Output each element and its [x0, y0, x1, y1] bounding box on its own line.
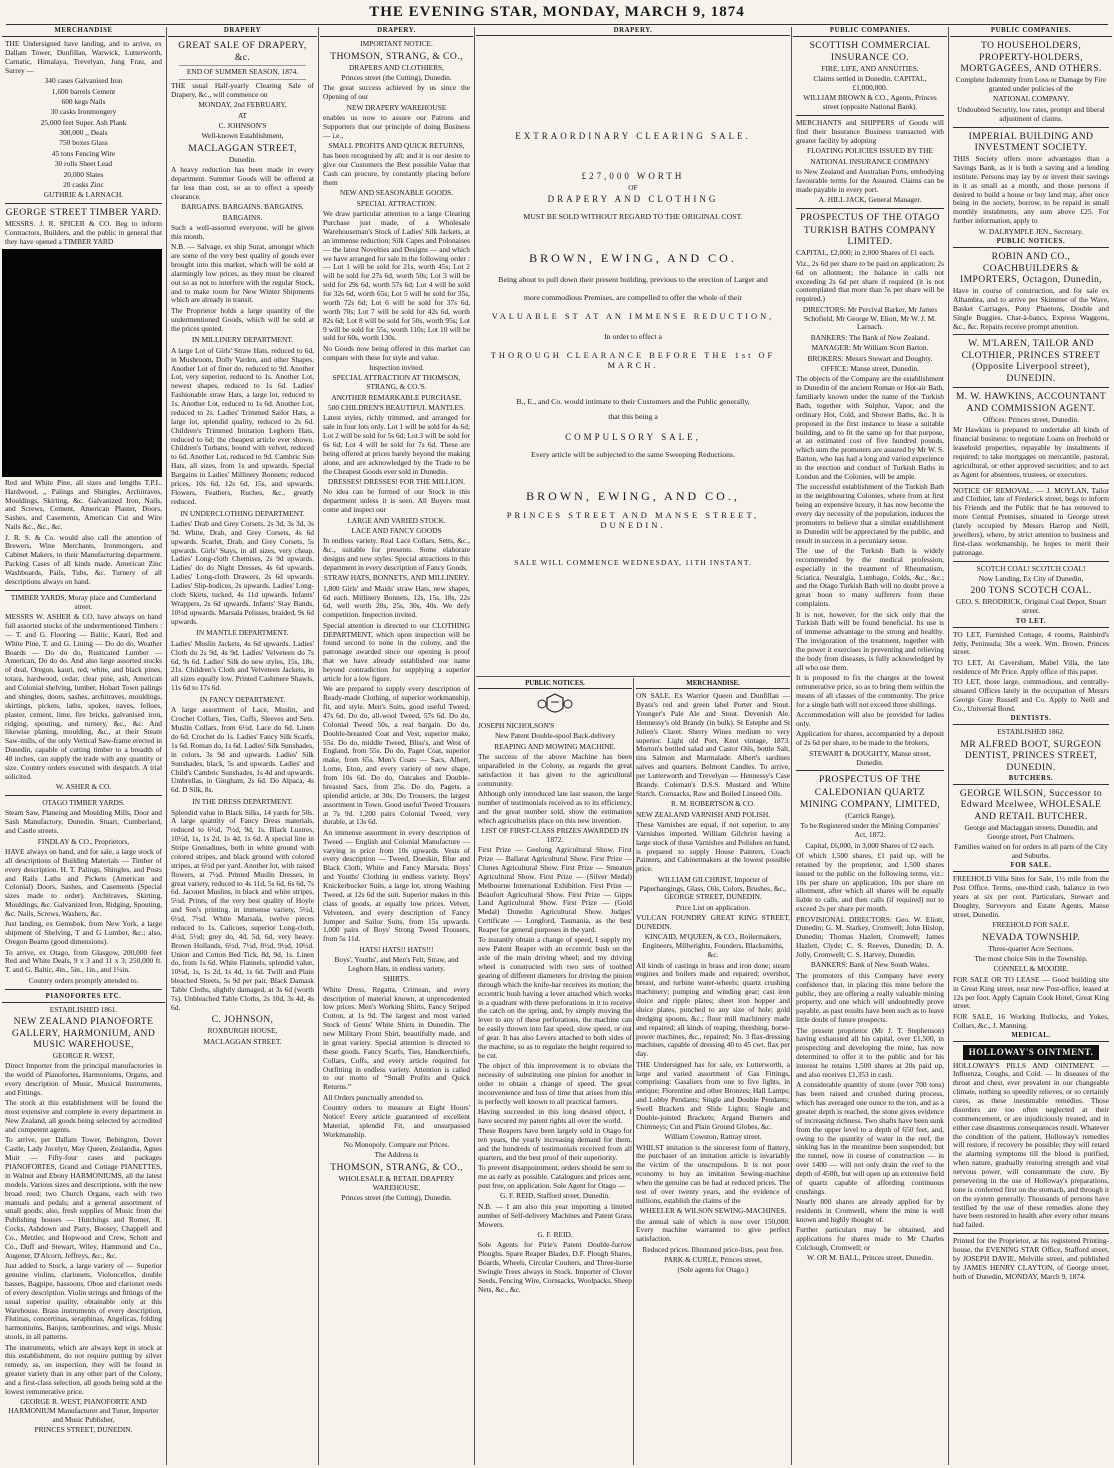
- ad-separator: [5, 795, 162, 796]
- ad-separator: [953, 483, 1109, 484]
- ad-text: more commodious Premises, are compelled to offer the whole of their: [523, 292, 743, 302]
- ad-text: PROVISIONAL DIRECTORS: Geo. W. Eliott, Dunedin; G. M. Starkey, Cromwell; John Hislop, Dunedin; Thomas Hazlett, Cromwell; James Hazlett, Clyde; C. S. Reeves, Dunedin; D. A. Jolly, Cromwell; C. S. Harvey, Dunedin.: [796, 914, 944, 960]
- ad-text: GEORGE R. WEST,: [52, 1051, 115, 1061]
- ad-text: THIS Society offers more advantages than a Savings Bank, as it is both a saving and a lending institute. Persons may lay by or invest their savings in it as small as a month, and those persons if desired to build a house or buy land may, after once being in the society, borrow, to be repaid in small monthly instalments, any sum above £25. For further information, apply to: [953, 154, 1109, 226]
- ad-millinery: [171, 336, 314, 506]
- ad-heading: IN FANCY DEPARTMENT.: [199, 695, 286, 705]
- ad-signature: A. HILL JACK, General Manager.: [818, 195, 922, 205]
- ad-text: Capital, £6,000, in 3,000 Shares of £2 each.: [805, 840, 935, 850]
- ad-text: A large Lot of Girls' Straw Hats, reduced to 6d, in Mushroom, Dolly Varden, and other Shapes. Another Lot of finer do, reduced to 9d. Another Lot, very superior, reduced to 1s. Another Lot, newest shapes, reduced to 1s 6d. Ladies' Fashionable straw Hats, a large lot, reduced to 1s. Another Lot, reduced to 1s 6d. Another Lot, reduced to 2s. Ladies' Trimmed Sailor Hats, a large lot, splendid quality, reduced to 2s 6d. Children's Trimmed Imitation Leghorn Hats, reduced to 6d; the cheapest article ever shown. Children's Turbans, bound with velvet, reduced to 6d. Another Lot, reduced to 9d. Cambric Sun Hats, all sizes, from 1s and upwards. Special Bargains in Ladies' Millinery Bonnets; reduced prices, 10s 6d, 12s 6d, 15s, and upwards. Flowers, Feathers, Ruches, &c., greatly reduced.: [171, 345, 314, 506]
- ad-text: THE Undersigned have landing, and to arrive, ex Dallam Tower, Dunfillan, Warwick, Lutterworth, Carnatic, Himalaya, Trevelyan, Jung Frau, and Surrey —: [5, 39, 162, 75]
- ad-heading: NEW ZEALAND PIANOFORTE GALLERY, HARMONIUM, AND MUSIC WAREHOUSE,: [11, 1016, 156, 1051]
- ad-text: Nearly 800 shares are already applied for by residents in Cromwell, where the mine is well known and highly thought of.: [796, 1197, 944, 1224]
- column-header: DRAPERY.: [476, 27, 790, 36]
- ad-text: COMPULSORY SALE,: [565, 431, 701, 442]
- ad-heading: OTAGO TIMBER YARDS.: [42, 798, 125, 808]
- ad-text: Direct Importer from the principal manufactories in the world of Pianofortes, Harmoniums, Organs, and every description of Music, Musical Instruments, and Fittings.: [5, 1061, 162, 1098]
- ad-text: Having succeeded in this long desired object, I have secured my patent rights all over the world.: [478, 1107, 632, 1125]
- ad-thomson-strang: [323, 40, 470, 1203]
- ad-text: KINCAID, M'QUEEN, & CO., Boilermakers, Engineers, Millwrights, Founders, Blacksmiths, &c.: [642, 932, 784, 960]
- ad-text: ESTABLISHED 1862.: [997, 727, 1065, 737]
- ad-text: Application for shares, accompanied by a deposit of 2s 6d per share, to be made to the brokers,: [796, 729, 944, 748]
- ad-text: FREEHOLD Villa Sites for Sale, 1½ mile from the Post Office. Terms, one-third cash, balance in two years at six per cent. Particulars, Stewart and Doughty, Surveyors and Estate Agents, Manse street, Dunedin.: [953, 874, 1109, 919]
- section-rule: [476, 676, 790, 677]
- column-header: DRAPERY.: [320, 27, 473, 37]
- ad-text: Steam Saw, Planeing and Moulding Mills, Door and Sash Manufactory, Dunedin. Stuart, Cumberland, and Castle streets.: [5, 808, 162, 836]
- ad-text: NOTICE OF REMOVAL. — J. MOYLAN, Tailor and Clothier, late of Frederick street, begs to inform his Friends and the Public that he has removed to more Central Premises, situated in George street (lately occupied by Messrs Harrop and Neill, jewellers), where, by strict attention to business and first-class workmanship, he hopes to merit their patronage.: [953, 485, 1109, 557]
- ad-text: Accommodation will also be provided for ladies only.: [796, 710, 944, 729]
- ad-text: No idea can be formed of our Stock in this department unless it is seen. All Buyers must come and inspect our: [323, 487, 470, 515]
- ad-text: REAPING AND MOWING MACHINE.: [494, 741, 616, 751]
- ad-text: Latest styles, richly trimmed, and arranged for sale in four lots only. Lot 1 will be sold for 4s 6d; Lot 2 will be sold for 5s 6d; Lot 3 will be sold for 6s 6d; Lot 4 will be sold for 7s 6d. These are being offered at prices barely beyond the making alone, and are acknowledged by the Trade to be the Cheapest Goods ever sold in Dunedin.: [323, 413, 470, 476]
- ad-text: Dunedin.: [228, 154, 257, 164]
- ad-separator: [5, 989, 162, 990]
- ad-text: MONDAY, 2nd FEBRUARY,: [198, 100, 287, 110]
- ad-signature: CONNELL & MOODIE.: [993, 964, 1069, 974]
- ad-text: Mr Hawkins is prepared to undertake all kinds of financial business: to negotiate Loans on freehold or leasehold properties, repayable by instalments if required; to take mortgages on mercantile, pastoral, agricultural, or other approved securities; and to act as Agent for absentees, trustees, or executors.: [953, 425, 1109, 479]
- ad-heading: ESTABLISHED 1861.: [49, 1004, 118, 1014]
- column-divider: [948, 27, 949, 1465]
- ad-asher-timber: [5, 594, 162, 796]
- ad-text: has been recognised by all; and it is our desire to give our Customers the Best possible Value that Cash can procure, by constantly placing before them: [323, 151, 470, 188]
- ad-text: SPECIAL ATTRACTION.: [356, 198, 437, 208]
- ad-text: Have in course of construction, and for sale ex Alhambra, and to arrive per Skimmer of the Wave, Basket Carriages, Pony Phaetons, Double and Single Buggies, Char-à-bancs, Express Waggons, &c., &c. Repairs receive prompt attention.: [953, 286, 1109, 331]
- column-divider: [633, 678, 634, 1465]
- ad-text: THE usual Half-yearly Clearing Sale of Drapery, &c., will commence on: [171, 81, 314, 99]
- ad-text: Undoubted Security, low rates, prompt and liberal adjustment of claims.: [957, 104, 1105, 123]
- ad-text: THE Undersigned has for sale, ex Lutterworth, a large and varied assortment of Gas Fittings, comprising: Gasaliers from one to five lights, in antique; Florentine and other Bronzes; Hall Lamps; and Lobby Pendants; Single and Double Pendants; Swell Brackets and Slide Lights; Single and Double-jointed Brackets; Argand Burners and Chimneys; Cut and Plain Ground Globes, &c.: [636, 1059, 790, 1131]
- ad-signature: GUTHRIE & LARNACH.: [43, 190, 124, 200]
- ad-text: In order to effect a: [604, 331, 662, 341]
- ad-text: Although only introduced late last season, the large number of testimonials received as to its efficiency, and the great number sold, show the estimation which agriculturists place on this new invention.: [478, 788, 632, 825]
- column-header: DRAPERY: [168, 27, 317, 37]
- ad-signature: GEO. S. BRODRICK, Original Coal Depot, Stuart street.: [955, 597, 1107, 616]
- ad-text: TO LET, those large, commodious, and centrally-situated Offices lately in the occupation of Messrs George Gray Russell and Co. Apply to Neill and Co., Universal Bond.: [953, 677, 1109, 713]
- section-header: DENTISTS.: [953, 715, 1109, 725]
- masthead: THE EVENING STAR, MONDAY, MARCH 9, 1874: [369, 4, 745, 20]
- ad-signature: PARK & CURLE, Princes street,: [664, 1255, 762, 1265]
- ad-text: SMALL PROFITS AND QUICK RETURNS,: [328, 141, 465, 151]
- ad-heading: TURKISH BATHS COMPANY LIMITED.: [803, 224, 937, 248]
- ad-heading: GEORGE WILSON, Successor to Edward Mcelwee, WHOLESALE AND RETAIL BUTCHER.: [959, 787, 1103, 822]
- ad-heading: SCOTTISH COMMERCIAL INSURANCE CO.: [809, 40, 931, 63]
- ad-text: MUST BE SOLD WITHOUT REGARD TO THE ORIGINAL COST.: [523, 212, 743, 222]
- ad-text: Complete Indemnity from Loss or Damage by Fire granted under policies of the: [955, 75, 1107, 94]
- column-divider: [166, 27, 167, 1465]
- ad-text: The Address is: [374, 1150, 419, 1160]
- column-divider: [791, 27, 792, 1465]
- column-header: PUBLIC NOTICES.: [478, 680, 632, 689]
- ad-heading: MACLAGGAN STREET,: [188, 142, 297, 154]
- ad-text: The use of the Turkish Bath is widely recommended by the medical profession, especially in the treatment of Rheumatism, Sciatica, Neuralgia, Lumbago, Colds, &c., &c.; and the Otago Turkish Bath will no doubt prove a great boon to many sufferers from these complaints.: [796, 545, 944, 609]
- ad-heading: THOMSON, STRANG, & CO.,: [330, 50, 463, 62]
- ad-signature: C. JOHNSON,: [211, 1014, 274, 1026]
- ad-text: that this being a: [608, 412, 658, 422]
- column-header: MERCHANDISE.: [636, 680, 790, 689]
- ad-signature: William Cowston, Rattray street.: [664, 1132, 762, 1142]
- ad-signature: ROXBURGH HOUSE,: [207, 1026, 278, 1036]
- section-header: TO LET.: [953, 618, 1109, 628]
- ad-text: These Reapers have been largely sold in Otago for ten years, the yearly increasing demand for them, and the hundreds of testimonials received from all quarters, and the best proof of their superiority.: [478, 1126, 632, 1162]
- ad-text: HAVE always on hand, and for sale, a large stock of all descriptions of Building Materials — Timber of every description. H. T. Palings, Shingles, and Posts and Rails Laths and Pickets (American and Colonial) Doors, Sashes, and Casements (Special sizes made to order). Architraves, Skirting, Mouldings, &c. Galvanized Iron, Ridging, Spouting, &c. Nails, Screws, Washers, &c.: [5, 846, 162, 919]
- ad-text: 1,600 barrels Cement: [51, 86, 116, 96]
- ad-text: Viz., 2s 6d per share to be paid on application; 2s 6d on allotment; the balance in calls not exceeding 2s 6d per share if required (it is not contemplated that more than 5s per share will be required.): [796, 258, 944, 304]
- ad-text: N.B. — I am also this year importing a limited number of Self-delivery Machines and Patent Grass Mowers.: [478, 1201, 632, 1229]
- ad-text: Sole Agents for Pirie's Patent Double-furrow Ploughs. Spare Reaper Blades, D.F. Plough Shares, Boards, Wheels, Circular Coulters, and Three-horse Swingle Trees always in Stock. Importer of Clover Seeds, Fencing Wire, Cornsacks, Woolpacks, Sheep Nets, &c., &c.: [478, 1240, 632, 1294]
- ad-heading: PROSPECTUS OF THE: [818, 774, 922, 786]
- ad-text: Offices: Princes street, Dunedin.: [982, 414, 1080, 424]
- ad-text: Every article will be subjected to the same Sweeping Reductions.: [531, 450, 735, 460]
- column-header: PUBLIC COMPANIES.: [950, 27, 1112, 37]
- ad-heading: VULCAN FOUNDRY GREAT KING STREET, DUNEDIN.: [636, 913, 790, 932]
- ad-text: Boys', Youths', and Men's Felt, Straw, and Leghorn Hats, in endless variety.: [334, 955, 459, 973]
- ad-text: VALUABLE ST AT AN IMMENSE REDUCTION,: [491, 311, 775, 321]
- ad-text: 300,000 ,, Deals: [59, 128, 108, 138]
- ad-spicer-timber: [5, 207, 162, 591]
- ad-text: NEW AND SEASONABLE GOODS.: [339, 188, 454, 198]
- ad-text: SALE WILL COMMENCE WEDNESDAY, 11TH INSTANT.: [514, 557, 752, 567]
- ad-separator: [953, 1233, 1109, 1234]
- ad-text: ANOTHER REMARKABLE PURCHASE.: [331, 392, 462, 402]
- ad-text: 1,800 Girls' and Maids' straw Hats, new shapes, 6d each. Millinery Bonnets, 12s, 15s, 18s, 22s 6d, well worth 20s, 25s, 30s, 40s. We defy competition. Inspection invited.: [323, 583, 470, 620]
- ad-text: To arrive, ex Otago, from Glasgow, 200,000 feet Red and White Deals, 9 x 3 and 11 x 3; 250,000 ft. T. and G. Baltic, 4in., 5in., 1in., and 1¼in.: [5, 947, 162, 975]
- ad-text: 750 boxes Glass: [59, 138, 108, 148]
- ad-text: DRAPERY AND CLOTHING: [547, 194, 719, 205]
- ad-text: TO LET, At Caversham, Mabel Villa, the late residence of Mr Price. Apply office of this paper.: [953, 657, 1109, 676]
- ad-heading: NEW ZEALAND VARNISH AND POLISH.: [636, 809, 771, 819]
- ad-text: NEW DRAPERY WAREHOUSE: [346, 102, 447, 112]
- column-header: PUBLIC COMPANIES.: [793, 27, 947, 37]
- ad-separator: [5, 203, 162, 204]
- ad-text: The present proprietor (Mr J. T. Stephenson) having exhausted all his capital, over £1,500, in prospecting and developing the mine, has now determined to offer it to the public and for his interest he retains 1,500 shares at 20s paid up, and also receives £1,353 in cash.: [796, 1025, 944, 1079]
- ad-heading: W. M'LAREN, TAILOR AND CLOTHIER, PRINCES STREET (Opposite Liverpool street), DUNEDIN.: [961, 338, 1101, 384]
- ad-text: END OF SUMMER SEASON, 1874.: [186, 67, 299, 77]
- ad-text: Being about to pull down their present building, previous to the erection of Larger and: [498, 275, 768, 285]
- ad-text: FLOATING POLICIES ISSUED BY THE: [806, 146, 934, 156]
- ad-text: Claims settled in Dunedin. CAPITAL, £1,000,000.: [813, 74, 927, 92]
- column-header: MERCHANDISE: [2, 27, 165, 37]
- section-header: BUTCHERS.: [953, 775, 1109, 785]
- ad-signature: PRINCES STREET, DUNEDIN.: [34, 1425, 133, 1435]
- ad-signature: THOMSON, STRANG, & CO.,: [330, 1161, 463, 1173]
- ad-text: The success of the above Machine has been unparalleled in the Colony, as regards the great satisfaction it has given to the agricultural community.: [478, 751, 632, 788]
- ad-heading: ROBIN AND CO., COACHBUILDERS & IMPORTERS, Octagon, Dunedin,: [960, 251, 1102, 286]
- ad-text: The instruments, which are always kept in stock at this establishment, do not require putting by silver remedy, as, on inspection, they will be found in greater variety than in any other part of the Colony, and a first-class selection, all goods being sold at the lowest remunerative price.: [5, 1342, 162, 1396]
- ad-text: Just landing, ex Gemsbok, from New York, a large shipment of Shelving, T and G Lumber, &c.; also, Oregon Beams (good dimensions).: [5, 919, 162, 947]
- ad-text: N.B. — Salvage, ex ship Surat, amongst which are some of the very best quality of goods ever brought into this market, which will be sold at alarmingly low prices, as they must be cleared out so as not to interfere with the regular Stock, and to make room for New Winter Shipments which are already in transit.: [171, 242, 314, 305]
- ad-separator: [796, 115, 944, 116]
- ad-text: Well-known Establishment,: [201, 131, 284, 141]
- ad-signature: W. OR M. BALL, Princes street, Dunedin.: [807, 1253, 933, 1263]
- section-header: PIANOFORTES ETC.: [2, 993, 165, 1003]
- ad-signature: WILLIAM BROWN & CO., Agents, Princes street (opposite National Bank).: [803, 93, 937, 112]
- ad-text: 30 rolls Sheet Lead: [54, 159, 113, 169]
- ad-signature: G. F. REID, Stafford street, Dunedin.: [499, 1191, 611, 1201]
- ad-text: We are prepared to supply every description of Ready-made Clothing, of superior workmanship, fit, and style. Men's Suits, good useful Tweed, 47s 6d. Do do, all-wool Tweed, 57s 6d. Do do, Colonial Tweed 50s, a real bargain. Do do, Double-breasted Coat and Vest, superior make, 55s. Do do, middle Tweed, Bliss's, and West of England, from 55s. Do do, Paget Coat, superior make, from 65s. Men's Coats — Sacs, Albert, Lorne, Eton, and every variety of new shape, from 10s 6d. Do do, Oatcakes and Double-breasted Sacs, from 25s. Do do, Pagets, a splendid article, at 30s. Do Trousers, the largest assortment in Town. Good useful Tweed Trousers at 7s 9d. 1,200 pairs Colonial Tweed, very durable, at 13s 6d.: [323, 684, 470, 827]
- ad-text: NATIONAL COMPANY.: [992, 94, 1070, 104]
- ad-text: First Prize — Geelong Agricultural Show. First Prize — Ballarat Agricultural Show. First Prize — Clunes Agricultural Show. First Prize — Smeaton Agricultural Show. First Prize — (Silver Medal) Melbourne International Exhibition. First Prize — Beaufort Agricultural Show. First Prize — Gipps Land Agricultural Show. First Prize — (Gold Medal) Dunedin Agricultural Show. Judges' Certificate — Longford, Tasmania, as the best Reaper for general purposes in the yard.: [478, 845, 632, 934]
- ad-text: White Dress, Regatta, Crimean, and every description of material known, at unprecedented low prices. Men's Working Shirts, Fancy Striped Cotton, at 1s 9d. The largest and most varied Stock of Gents' White Shirts in Dunedin. The new Military Front Shirt, beautifully made, and in great variety. Special attention is directed to these goods. Fancy Scarfs, Ties, Handkerchiefs, Collars, Cuffs, and every article required for Outfitting in endless variety. Attention is called to our motto of “Small Profits and Quick Returns.”: [323, 984, 470, 1092]
- ad-separator: [953, 334, 1109, 335]
- ad-heading: TO HOUSEHOLDERS, PROPERTY-HOLDERS, MORTGAGEES, AND OTHERS.: [960, 40, 1102, 75]
- ad-text: To arrive, per Dallam Tower, Bebington, Dover Castle, Lady Jocelyn, May Queen, Zealandia, Agnes Muir — Fifty-four cases and packages PIANOFORTES, Grand and Cottage PIANETTES, in Walnut and Ebony HARMONIUMS, all the latest models. Various sizes and descriptions, with the new broad reed; two Church Organs, each with two manuals and pedals; and a general assortment of small goods; also, fresh supplies of Music from the Publishing houses — Hutchings and Romer, R. Cocks, Ashdown and Parry, Boosey, Chappell and Co., Metzler, and Hopwood and Crew, Schott and Co., Duff and Stewart, Wiley, Hammond and Co., Augener, D'Alcorn, Jeffreys, &c., &c.: [5, 1135, 162, 1260]
- ad-text: An immense assortment in every description of Tweed — English and Colonial Manufacture — varying in price from 10s upwards. Vests of every description — Tweed, Doeskin, Blue and Black Cloth, White and Fancy Marsala. Boys' and Youths' Clothing in endless variety. Boys' Knickerbocker Suits, a large lot, strong Washing Tweed, at 12s 6d the suit. Superior makes in this class of goods, at equally low prices. Velvet, Velveteen, and every description of Fancy Jumper and Sailor Suits, from 15s upwards. 1,000 pairs of Boys' Strong Tweed Trousers, from 5s 11d.: [323, 827, 470, 944]
- ad-text: the annual sale of which is now over 150,000. Every machine warranted to give perfect satisfaction.: [636, 1216, 790, 1244]
- ad-text: Such a well-assorted everyone, will be given this month.: [171, 222, 314, 241]
- ad-signature: MACLAGGAN STREET.: [203, 1036, 282, 1046]
- ad-text: To be Registered under the Mining Companies' Act, 1872.: [800, 821, 940, 840]
- ad-heading: 200 TONS SCOTCH COAL.: [970, 585, 1092, 597]
- ad-text: to New Zealand and Australian Ports, embodying favourable terms for the Assured. Claims can be made payable in every port.: [796, 166, 944, 194]
- ad-text: Now Landing, Ex City of Dunedin,: [978, 573, 1084, 583]
- ad-signature: W. DALRYMPLE JEN., Secretary.: [978, 226, 1084, 236]
- ad-signature: G. F. REID.: [537, 1229, 573, 1239]
- ad-johnson-sale: [171, 40, 314, 333]
- ad-signature: (Sole agents for Otago.): [677, 1265, 749, 1275]
- ad-signature: R. M. ROBERTSON & CO.: [671, 799, 755, 809]
- ad-heading: MR ALFRED BOOT, SURGEON DENTIST, PRINCES STREET, DUNEDIN.: [960, 738, 1102, 773]
- ad-text: The object of this improvement is to obviate the necessity of substituting one pinion for another in order to obtain a change of speed. The great inconvenience and loss of time that arises from this is perfectly well known to all practical farmers.: [478, 1061, 632, 1106]
- ad-text: The great success achieved by us since the Opening of our: [323, 83, 470, 102]
- ad-text: £27,000 WORTH: [581, 171, 685, 182]
- ad-text: LIST OF FIRST-CLASS PRIZES AWARDED IN 1872.: [481, 825, 629, 844]
- ad-heading: PROSPECTUS OF THE OTAGO: [800, 211, 940, 223]
- ad-text: Country orders to measure at Eight Hours' Notice! Every article guaranteed of excellent Material, splendid Fit, and unsurpassed Workmanship.: [323, 1103, 470, 1139]
- ad-separator: [796, 208, 944, 209]
- ad-text: FOR SALE OR TO LEASE — Good building site in Great King street, near new Post-office, leased at 12s per foot. Apply Captain Cook Hotel, Great King street.: [953, 974, 1109, 1011]
- ad-text: In endless variety. Real Lace Collars, Setts, &c., &c., suitable for presents. Some elaborate designs and new styles. Special attractions in this department in every description of Fancy Goods.: [323, 536, 470, 572]
- ad-text: Price List on application.: [675, 902, 751, 912]
- ad-text: Reduced prices. Illustrated price-lists, post free.: [642, 1244, 784, 1254]
- ad-text: 600 kegs Nails: [61, 96, 106, 106]
- ad-text: Splendid value in Black Silks, 14 yards for 50s. A large quantity of Fancy Dress materials, reduced to 6½d, 7½d, 9d, 1s. Black Lustres, 10½d, 1s, 1s 2d, 1s 4d, 1s 6d. A special line in Stripe Grenadines, both in white ground with colored stripes, and black ground with colored stripes, at 6½d per yard. Another lot, with raised flowers, at 7½d. Printed Muslin Dresses, in great variety, reduced to 4s 11d, 5s 6d, 6s 6d, 7s 6d. Jaconet Muslins, in black and white stripes, 5½d. Prints, of the very best quality of Hoyle and Son's printing, in immense variety, 5½d, 6½d, 7½d. White Marsala, twelve pieces reduced to 1s. Calicoes, superior Long-cloth, 4½d, 5½d; grey do, 4d, 5d, 6d, very heavy. Brown Hollands, 6½d, 7½d, 8½d, 9½d, 10½d. Union and Cotton Bed Tick, 8d, 9d, 1s. Linen do, from 1s 6d. White Flannels, splendid value, 10½d, 1s, 1s 2d, 1s 4d, 1s 6d. Twill and Plain bleached Sheets, 5s 9d per pair. Black Damask Table Cloths, slightly damaged, at 3s 6d (worth 7s). Unbleached Table Cloths, 2s 10d, 3s 4d, 4s 6d.: [171, 807, 314, 1012]
- ad-heading: BROWN, EWING, AND CO.: [529, 251, 737, 266]
- ad-text: MESSRS W. ASHER & CO. have always on hand full assorted stocks of the undermentioned Timbers :— T. and G. Flooring — Baltic, Kauri, Red and White Pine, T. and G. Lining — Do do do, Weather Boards — Do do do, Rusticated Lumber — American, Do do do. And also large assorted stocks of deal, Oregon, kauri, red, white, and black pines, totara, hardwood, cedar, clear pine, ash, American and Colonial shelving, lumber, Hobart Town palings and shingles, doors, sashes, architraves, mouldings, skirtings, pickets, laths, spokes, naves, felloes, plaster, cement, lime, fire bricks, galvanised iron, ridging, spouting, and turnery, &c., &c. And likewise planing, moulding, &c., at their Steam Saw-mills, of the only Vertical Saw-frame erected in Dunedin, capable of cutting timber to a breadth of 48 inches, can supply the trade with any quantity or size. Country orders executed with despatch. A trial solicited.: [5, 612, 162, 781]
- ad-signature: WHOLESALE & RETAIL DRAPERY WAREHOUSE,: [338, 1173, 455, 1192]
- ad-heading: GREAT SALE OF DRAPERY, &c.: [178, 40, 307, 63]
- ad-signature: STEWART & DOUGHTY, Manse street, Dunedin.: [809, 748, 931, 767]
- ad-guthrie-larnach: [5, 40, 162, 204]
- ad-rule: [179, 79, 306, 80]
- ad-brown-ewing-clearing-sale: [476, 27, 790, 675]
- ad-text: The successful establishment of the Turkish Bath in the neighbouring Colonies, where from at first being an expensive luxury, it has now become the every day necessity of the population, induces the promoters to believe that a similar establishment in Dunedin will be appreciated by the public, and result in success in a pecuniary sense.: [796, 482, 944, 545]
- ad-right-column: [953, 40, 1109, 1281]
- ad-heading: CALEDONIAN QUARTZ MINING COMPANY, LIMITED,: [799, 787, 941, 810]
- ad-text: C. JOHNSON'S: [218, 121, 267, 131]
- ad-text: Princes street (the Cutting), Dunedin.: [341, 72, 452, 82]
- ad-text: No Monopoly. Compare our Prices.: [343, 1140, 450, 1150]
- ad-text: A heavy reduction has been made in every department. Summer Goods will be offered at far less than cost, so as to effect a speedy clearance.: [171, 165, 314, 201]
- ad-text: The promoters of this Company have every confidence that, in placing this mine before the public, they are offering a really valuable mining property, and one which will undoubtedly prove payable, as past results have been such as to leave little doubt of future prospects.: [796, 970, 944, 1025]
- ad-text: SPECIAL ATTRACTION AT THOMSON, STRANG, & CO.'S.: [332, 373, 461, 392]
- ad-text: No Goods now being offered in this market can compare with these for style and value.: [323, 343, 470, 362]
- ad-text: Three-quarter Acre Sections.: [988, 943, 1074, 953]
- ad-heading: BROWN, EWING, AND CO.,: [526, 489, 740, 504]
- ad-separator: [953, 127, 1109, 128]
- column-divider: [474, 27, 475, 1465]
- section-header: MEDICAL.: [953, 1032, 1109, 1042]
- ad-text: The stock at this establishment will be found the most extensive and complete in every department in New Zealand, all goods being selected by accredited and competent agents.: [5, 1098, 162, 1135]
- ad-text: BROKERS: Messrs Stewart and Doughty.: [807, 353, 933, 363]
- ad-text: CAPITAL, £2,000; in 2,000 Shares of £1 each.: [796, 248, 935, 258]
- ad-text: All Orders punctually attended to.: [323, 1092, 424, 1102]
- ad-heading: SCOTCH COAL! SCOTCH COAL!: [976, 563, 1086, 573]
- ad-text: OFFICE: Manse street, Dunedin.: [821, 363, 919, 373]
- ad-text: Special attention is directed to our CLOTHING DEPARTMENT, which upon inspection will be found second to none in the colony, and the patronage awarded since our opening is proof that we have already established our name beyond contradiction for supplying a superior article for a low figure.: [323, 620, 470, 683]
- ad-text: Just added to Stock, a large variety of — Superior genuine violins, clarionets, Violoncellos, double basses, Bagpipe, bassoons, Oboe and clarionet reeds of every description. Violin strings and fittings of the usual superior quality, obtainable only at this Warehouse. Brass instruments of every description, Flutinas, concertinas, seraphinas, Angelicas, folding harmoniums, Banjos, tambourines, and wigs. Music stools, in all patterns.: [5, 1261, 162, 1342]
- ad-heading: IN MANTLE DEPARTMENT.: [196, 628, 289, 638]
- section-header: PUBLIC NOTICES.: [953, 238, 1109, 248]
- ad-text: 25,000 feet Super. Ash Plank: [40, 117, 127, 127]
- ad-heading: WHEELER & WILSON SEWING-MACHINES,: [639, 1206, 787, 1216]
- ad-text: A large assortment of Lace, Muslin, and Crochet Collars, Ties, Cuffs, Sleeves and Sets. Muslin Collars, from 6½d. Lace do 6d. Linen do 6d. Crochet do 1s. Ladies' Fancy Silk Scarfs, 1s 6d. Roman do, 1s 6d. Ladies' Silk Sunshades, in colors, 3s 9d and upwards. Ladies' Silk Sunshades, black, 5s and upwards. Ladies' and Child's Cambric Sunshades, 1s 4d and upwards. Umbrellas, in Gingham, 2s 6d. Do Alpaca, 4s 6d. D Silk, 8s.: [171, 705, 314, 795]
- ad-insurance-and-prospectuses: [796, 40, 944, 1263]
- ad-text: PRINCES STREET AND MANSE STREET, DUNEDIN.: [506, 509, 760, 530]
- ad-text: MANAGER: Mr William Scott Barton.: [811, 343, 929, 353]
- ad-text: FINDLAY & CO., Proprietors,: [37, 836, 130, 846]
- ad-text: A considerable quantity of stone (over 700 tons) has been raised and crushed during process, which has averaged one ounce to the ton, and as a greater depth is reached, the stone gives evidence of increasing richness. Two shafts have been sunk from the upper level to a depth of 650 feet, and, owing to the quantity of water in the reef, the sinking has in the meantime been suspended; but the tunnel, now in course of construction — in over 1400 — will not only drain the reef to the depth of 450ft, but will open up an extensive field of quartz capable of affording continuous crushings.: [796, 1080, 944, 1196]
- ad-text: Of which 1,500 shares, £1 paid up, will be retained by the proprietor, and 1,500 shares issued to the public on the following terms, viz.: 10s per share on application, 10s per share on allotment, after which all shares will be equally liable to calls, and then calls (if required) not to exceed 2s per share per month.: [796, 850, 944, 914]
- ad-text: It is not, however, for the sick only that the Turkish Bath will be found beneficial. Its use is of immense advantage to the strong and healthy. The invigoration of the treatment, together with the power it exercises in preventing and relieving the body from diseases, is fully acknowledged by all who use them.: [796, 609, 944, 672]
- ad-text: DIRECTORS: Mr Percival Barker, Mr James Schofield, Mr George W. Eliott, Mr W. J. M. Larnach.: [802, 304, 938, 332]
- ad-heading: EXTRAORDINARY CLEARING SALE.: [515, 131, 751, 142]
- column-drapery-2: [320, 27, 473, 1465]
- ad-text: TO LET, Furnished Cottage, 4 rooms, Rainbird's Jetty, Peninsula; 30s a week. Wm. Brown, Princes street.: [953, 629, 1109, 657]
- imprint: Printed for the Proprietor, at his registered Printing-house, the EVENING STAR Office, Stafford street, by JOSEPH DAVIE, Melville street, and published by JAMES HENRY CLAYTON, of George street, both of Dunedin, MONDAY, March 9, 1874.: [953, 1236, 1109, 1281]
- ad-dress: [171, 798, 314, 1046]
- ad-text: The Proprietor holds a large quantity of the undermentioned Goods, which will be sold at the prices quoted.: [171, 305, 314, 333]
- ad-heading: IMPORTANT NOTICE.: [360, 39, 433, 49]
- ad-text: (Carrick Range),: [845, 810, 895, 820]
- ad-text: NATIONAL INSURANCE COMPANY: [810, 156, 930, 166]
- ad-fancy: [171, 696, 314, 795]
- ad-text: 20 casks Zinc: [63, 179, 104, 189]
- ad-text: enables us now to assure our Patrons and Supporters that our principle of doing Business — i.e.,: [323, 112, 470, 140]
- ad-heading: NEVADA TOWNSHIP.: [981, 931, 1081, 943]
- ad-text: MERCHANTS and SHIPPERS of Goods will find their Insurance Business transacted with greater facility by adopting: [796, 118, 944, 145]
- ad-heading: IN MILLINERY DEPARTMENT.: [191, 335, 294, 345]
- ad-text: BARGAINS.: [222, 212, 263, 222]
- ad-heading: IN UNDERCLOTHING DEPARTMENT.: [180, 508, 305, 518]
- ad-separator: [796, 770, 944, 771]
- ad-text: MESSRS. J. R. SPICER & CO. Beg to inform Contractors, Builders, and the public in general that they have opened a TIMBER YARD: [5, 219, 162, 246]
- ad-text: AT: [237, 110, 248, 120]
- ad-rule: [179, 65, 306, 66]
- ad-text: It is proposed to fix the charges at the lowest remunerative price, so as to bring them within the means of all classes of the community. The price for a single bath will not exceed three shillings.: [796, 673, 944, 709]
- ad-text: HOLLOWAY'S PILLS AND OINTMENT. — Influenza, Coughs, and Cold. — In diseases of the throat and chest, ever prevalent in our changeable climate, nothing so speedily relieves, or so certainly cures, as these inestimable remedies. Those disorders are too often neglected at their commencement, or are injudiciously treated, and in either case disastrous consequences result. Whatever the condition of the patient, Holloway's remedies will restore, if recovery be possible; they will retard the alarming symptoms till the blood is purified, when nature, gradually restoring strength and vital nervous power, will consummate the cure. By persevering in the use of Holloway's preparations, tone is conferred first on the stomach, and through it on the system generally. Thousands of persons have testified by the use of these remedies alone they have been restored to health after every other means had failed.: [953, 1060, 1109, 1230]
- ad-text: 20,000 Slates: [63, 169, 104, 179]
- ad-signature: WILLIAM GILCHRIST, Importer of Paperhangings, Glass, Oils, Colors, Brushes, &c., GEORGE STREET, DUNEDIN.: [639, 874, 787, 902]
- ad-underclothing: [171, 510, 314, 627]
- ad-text: Ladies' Drab and Grey Corsets, 2s 3d, 3s 3d, 3s 9d. White, Drab, and Grey Corsets, 4s 6d upwards. Scarlet, Drab, and Grey Corsets, 5s upwards. Girls' Stays, in all sizes, very cheap. Ladies' Long-cloth Chemises, 2s 9d upwards. Ladies' do do Night Dresses, 4s 6d upwards. Ladies' Long-cloth Drawers, 2s 6d upwards. Ladies' Slip-bodices, 2s upwards. Ladies' Long-cloth Skirts, tucked, 4s 11d upwards. Infants' Wrappers, 2s 6d upwards. Infants' Stay Bands, 10½d upwards. Marsala Pelisses, braided, 9s 6d upwards.: [171, 518, 314, 626]
- ad-text: Red and White Pine, all sizes and lengths T.P.L. Hardwood, ,, Palings and Shingles, Architraves, Mouldings, Skirting, &c. Galvanized Iron, Nails, and Screws, Cement, American Plaster, Doors, Sashes, and Casements, American Cut and Wire Nails &c., &c., &c.: [5, 477, 162, 532]
- ad-text: BARGAINS. BARGAINS. BARGAINS.: [181, 202, 304, 212]
- ad-text: George and Maclaggan streets, Dunedin, and George street, Port Chalmers.: [964, 822, 1098, 841]
- coat-of-arms-icon: [478, 692, 632, 722]
- ad-text: Further particulars may be obtained, and applications for shares made to Mr Charles Colclough, Cromwell; or: [796, 1225, 944, 1253]
- ad-text: STRAW HATS, BONNETS, AND MILLINERY.: [323, 573, 470, 583]
- ad-text: The most choice Site in the Township.: [974, 954, 1088, 964]
- ad-text: 45 tons Fencing Wire: [51, 148, 116, 158]
- ad-separator: [953, 561, 1109, 562]
- column-merchandise: [2, 27, 165, 1465]
- ad-text: Families waited on for orders in all parts of the City and Suburbs.: [954, 842, 1108, 860]
- ad-heading: FREEHOLD FOR SALE.: [992, 920, 1070, 930]
- ad-text: BANKERS: The Bank of New Zealand.: [810, 332, 930, 342]
- ad-text: DRAPERS AND CLOTHIERS,: [348, 62, 445, 72]
- ad-separator: [953, 387, 1109, 388]
- ad-text: These Varnishes are equal, if not superior, to any Varnishes imported. William Gilchrist having a large stock of these Varnishes and Polishes on hand, is prepared to supply House Painters, Coach Painters, and Cabinetmakers at the lowest possible price.: [636, 819, 790, 874]
- masthead-rule: [6, 24, 1108, 25]
- ad-heading: IN THE DRESS DEPARTMENT.: [192, 797, 293, 807]
- ad-west-pianoforte: [5, 1006, 162, 1436]
- ad-text: DRESSES! DRESSES! FOR THE MILLION.: [327, 477, 466, 487]
- ad-text: Inspection invited.: [368, 363, 424, 373]
- column-divider: [318, 27, 319, 1465]
- ad-text: New Patent Double-spool Back-delivery: [494, 731, 616, 741]
- ad-otago-timber: [5, 799, 162, 990]
- ad-text: SHIRTS.: [383, 974, 410, 984]
- ad-text: LACE AND FANCY GOODS: [351, 525, 442, 535]
- ad-text: 30 casks Ironmongery: [50, 107, 117, 117]
- column-drapery-1: [168, 27, 317, 1465]
- ad-text: The objects of the Company are the establishment in Dunedin of the ancient Roman or Hot-air Bath, familiarly known under the name of the Turkish Bath, together with Sulphur, Vapor, and the ordinary Hot, Cold, and Shower Baths, &c. It is proposed in the first instance to lease a suitable building, and to fit the same up for that purpose, at an estimated cost of five hundred pounds, which sum the promoters are assured by Mr W. S. Barton, who has had a long and varied experience in the erection and conduct of Turkish Baths in London and the Colonies, will be ample.: [796, 374, 944, 481]
- ad-signature: Princes street (the Cutting), Dunedin.: [341, 1193, 452, 1203]
- ad-heading: M. W. HAWKINS, ACCOUNTANT AND COMMISSION AGENT.: [955, 391, 1107, 414]
- ad-text: J. R. S. & Co. would also call the attention of Brewers, Wine Merchants, Ironmongers, and Cabinet Makers, to their Manufacturing department. Packing Cases of all kinds made. American Zinc Washboards, Pails, Tubs, &c. Turnery of all descriptions always on hand.: [5, 532, 162, 586]
- ad-text: B., E., and Co. would intimate to their Customers and the Public generally,: [516, 396, 750, 406]
- ad-text: All kinds of castings in brass and iron done; steam engines and boilers made and repaired; overshot, breast, and turbine water-wheels; quartz crushing machinery; pumping and winding gear; cast iron sluice and ripple plates; sheet iron hopper and sluice plates, punched to any size of hole; gold dredging spoons, &c.; flour mill machinery made and repaired; all kinds of reaping, threshing, horse-power machines, &c., repaired; No. 3 flax-dressing machines, capable of dressing 40 to 45 cwt. flax per day.: [636, 960, 790, 1059]
- ad-text: FIRE, LIFE, AND ANNUITIES.: [821, 63, 919, 73]
- ad-heading: TIMBER YARDS, Moray place and Cumberland street.: [10, 592, 157, 611]
- ad-heading: JOSEPH NICHOLSON'S: [478, 720, 555, 730]
- ad-text: LARGE AND VARIED STOCK.: [347, 515, 446, 525]
- ad-text: THOROUGH CLEARANCE BEFORE THE 1st OF MARCH.: [490, 351, 776, 371]
- ad-text: To instantly obtain a change of speed, I supply my new Patent Reaper with an eccentric bush on the axle of the main driving wheel; and my driving wheel is constructed with two sets of toothed gearing of different diameters for driving the pinion through which the knife-bar receives its motion; the eccentric bush having a lever attached which works in a quadrant with three perforations in it to receive the catch on the spring, and, by simply moving the lever to any of these perforations, the machine can be easily thrown into fast speed, slow speed, or out of gear. It has also Levers attached to both sides of the machine, so as to regulate the height required to be cut.: [478, 935, 632, 1060]
- ad-separator: [5, 590, 162, 591]
- ad-text: WHILST imitation is the sincerest form of flattery, the purchaser of an imitation article is invariably the victim of the unscrupulous. It is not poor economy to buy an imitation Sewing-machine when the genuine can be had at reduced prices. The test of over twenty years, and the evidence of millions, establish the claims of the: [636, 1142, 790, 1205]
- redacted-black-area: [2, 249, 162, 477]
- ad-mantle: [171, 629, 314, 693]
- ad-text: To prevent disappointment, orders should be sent to me as early as possible. Catalogues and prices sent, post free, on application. Sole Agent for Otago —: [478, 1163, 632, 1190]
- holloway-ointment-banner: HOLLOWAY'S OINTMENT.: [963, 1045, 1100, 1060]
- ad-text: Ladies' Muslin Jackets, 4s 6d upwards. Ladies' Cloth do 2s 9d, 4s 9d. Ladies' Velveteen do 7s 6d, 9s 6d. Ladies' Silk do new styles, 15s, 18s, 21s. Children's Cloth and Velveteen Jackets, in all sizes equally low. Printed Cashmere Shawls, 11s 6d to 17s 6d.: [171, 638, 314, 693]
- column-merchandise-2: [636, 680, 790, 1464]
- ad-text: BANKERS: Bank of New South Wales.: [810, 960, 930, 970]
- column-public-companies: [793, 27, 947, 1465]
- ad-signature: W. ASHER & CO.: [55, 782, 112, 792]
- ad-text: We draw particular attention to a large Clearing Purchase just made, of a Wholesale Warehouseman's Stock of Ladies' Silk Jackets, at an immense reduction; Silk Capes and Polonaises — the latest Novelties and Designs — and which we have arranged for sale in the following order :— Lot 1 will be sold for 21s, worth 45s; Lot 2 will be sold for 27s 6d, worth 50s; Lot 3 will be sold for 29s 6d, worth 57s 6d; Lot 4 will be sold for 32s 6d, worth 65s; Lot 5 will be sold for 35s, worth 72s 6d; Lot 6 will be sold for 37s 6d, worth 70s; Lot 7 will be sold for 42s 6d, worth 82s 6d; Lot 8 will be sold for 50s, worth 95s; Lot 9 will be sold for 55s, worth 110s; Lot 10 will be sold for 60s, worth 130s.: [323, 209, 470, 343]
- ad-text: HATS! HATS!! HATS!!!: [359, 944, 434, 954]
- ad-text: FOR SALE, 16 Working Bullocks, and Yokes, Collars, &c., J. Manning.: [953, 1011, 1109, 1030]
- ad-text: Country orders promptly attended to.: [28, 975, 139, 985]
- section-header: FOR SALE.: [953, 862, 1109, 872]
- ad-text: ON SALE. Ex Warrior Queen and Dunfillan — Byass's red and green label Porter and Stout. Younger's Pale Ale and Stout. Devenish Ale. Hennessy's old Brandy (in bulk). St Estephe and St Julien's Claret. Sherry Wines medium to very superior. Light old Port, Kent vintage, 1873. Morton's bottled salad and Castor Oils, bottle Salt, tins Salmon and Marmalade. Albert's sardines salves and quarters. Belmont Candles. To arrive, per Lutterworth and Trevelyan — Hennessy's Case Brandy. Coleman's D.S.S. Mustard and White Starch. Cornsacks, Raw and Boiled Linseed Oils.: [636, 691, 790, 798]
- ad-heading: IMPERIAL BUILDING AND INVESTMENT SOCIETY.: [968, 130, 1094, 154]
- ad-heading: GEORGE STREET TIMBER YARD.: [5, 207, 162, 219]
- ad-signature: GEORGE R. WEST, PIANOFORTE AND HARMONIUM Manufacturer and Tuner, Importer and Music Publisher,: [8, 1397, 159, 1425]
- column-notices-right: [950, 27, 1112, 1465]
- ad-text: 340 cases Galvanised Iron: [44, 76, 123, 86]
- ad-text: 500 CHILDREN'S BEAUTIFUL MANTLES.: [328, 403, 465, 413]
- ad-text: OF: [628, 182, 638, 192]
- column-public-notices: [478, 680, 632, 1464]
